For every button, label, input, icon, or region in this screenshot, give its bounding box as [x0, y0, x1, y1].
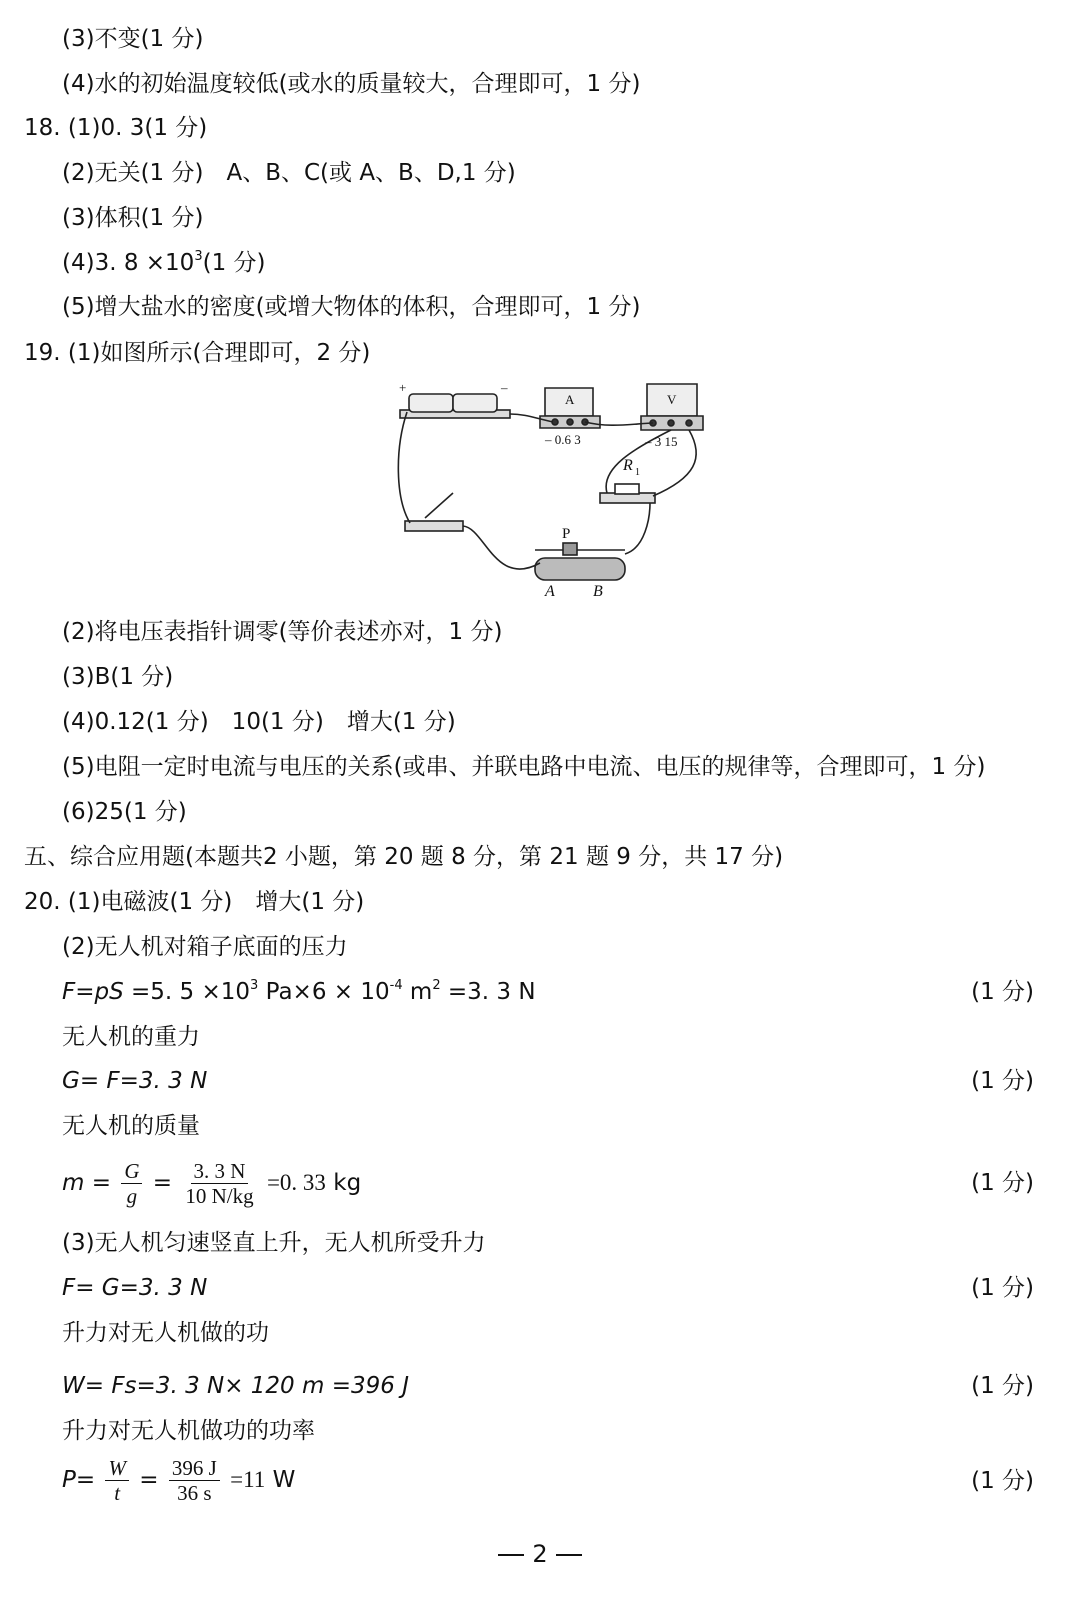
battery-cell-2 [453, 394, 497, 412]
answer-19-1: 19. (1)如图所示(合理即可，2 分) [24, 340, 371, 366]
switch [405, 521, 463, 531]
score-1: (1 分) [971, 979, 1034, 1005]
text-power: 升力对无人机做功的功率 [62, 1418, 315, 1444]
score-5: (1 分) [971, 1373, 1034, 1399]
section-5-heading: 五、综合应用题(本题共2 小题，第 20 题 8 分，第 21 题 9 分，共 17 分) [24, 844, 784, 870]
wire-7 [625, 503, 650, 554]
wire-5 [398, 412, 410, 523]
answer-19-6: (6)25(1 分) [62, 799, 187, 825]
slider-p [563, 543, 577, 555]
rheostat-b: B [593, 583, 603, 600]
ammeter-scale: – 0.6 3 [545, 432, 581, 447]
equation-work: W= Fs=3. 3 N× 120 m =396 J [62, 1373, 409, 1399]
equation-mass: m = $\frac{G}{g}$ = $\frac{3. 3 N}{10 N/kg}$ =0. 33 kg [62, 1159, 362, 1208]
answer-18-2: (2)无关(1 分) A、B、C(或 A、B、D,1 分) [62, 160, 516, 186]
page-number: 2 [0, 1540, 1080, 1568]
answer-20-1: 20. (1)电磁波(1 分) 增大(1 分) [24, 889, 365, 915]
rheostat-a: A [545, 583, 555, 600]
resistor-label: R [623, 457, 633, 474]
voltmeter-letter: V [667, 392, 677, 407]
text-gravity: 无人机的重力 [62, 1024, 200, 1050]
slider-label: P [562, 526, 571, 542]
text-mass: 无人机的质量 [62, 1113, 200, 1139]
battery-minus: – [501, 380, 508, 395]
answer-18-3: (3)体积(1 分) [62, 205, 204, 231]
voltmeter-scale: – 3 15 [645, 434, 678, 449]
answer-17-3: (3)不变(1 分) [62, 26, 204, 52]
answer-20-3: (3)无人机匀速竖直上升，无人机所受升力 [62, 1230, 486, 1256]
answer-19-5: (5)电阻一定时电流与电压的关系(或串、并联电路中电流、电压的规律等，合理即可，1 分) [62, 754, 986, 780]
answer-19-4: (4)0.12(1 分) 10(1 分) 增大(1 分) [62, 709, 456, 735]
answer-19-2: (2)将电压表指针调零(等价表述亦对，1 分) [62, 619, 503, 645]
battery-cell-1 [409, 394, 453, 412]
answer-18-5: (5)增大盐水的密度(或增大物体的体积，合理即可，1 分) [62, 294, 641, 320]
equation-gravity: G= F=3. 3 N [62, 1068, 208, 1094]
answer-17-4: (4)水的初始温度较低(或水的质量较大，合理即可，1 分) [62, 71, 641, 97]
equation-pressure-force: F=pS =5. $5 \times 10^3$ $Pa\times 6 \times 10^{-4}$ $m^2 =3$. 3 N [62, 978, 536, 1005]
score-6: (1 分) [971, 1468, 1034, 1494]
battery-plus: + [399, 380, 407, 395]
circuit-diagram [395, 378, 710, 603]
equation-power: P= $\frac{W}{t}$ = $\frac{396 J}{36 s}$ =11 W [62, 1456, 296, 1505]
ammeter-letter: A [565, 392, 575, 407]
score-2: (1 分) [971, 1068, 1034, 1094]
answer-18-1: 18. (1)0. 3(1 分) [24, 115, 208, 141]
resistor-sub: 1 [635, 467, 640, 478]
equation-lift: F= G=3. 3 N [62, 1275, 208, 1301]
rheostat [535, 558, 625, 580]
wire-6 [463, 526, 540, 569]
answer-20-2: (2)无人机对箱子底面的压力 [62, 934, 348, 960]
score-4: (1 分) [971, 1275, 1034, 1301]
score-3: (1 分) [971, 1170, 1034, 1196]
answer-18-4: (4)3. $8 \times 10^3(1$ 分) [62, 249, 266, 276]
text-work: 升力对无人机做的功 [62, 1320, 269, 1346]
answer-19-3: (3)B(1 分) [62, 664, 174, 690]
